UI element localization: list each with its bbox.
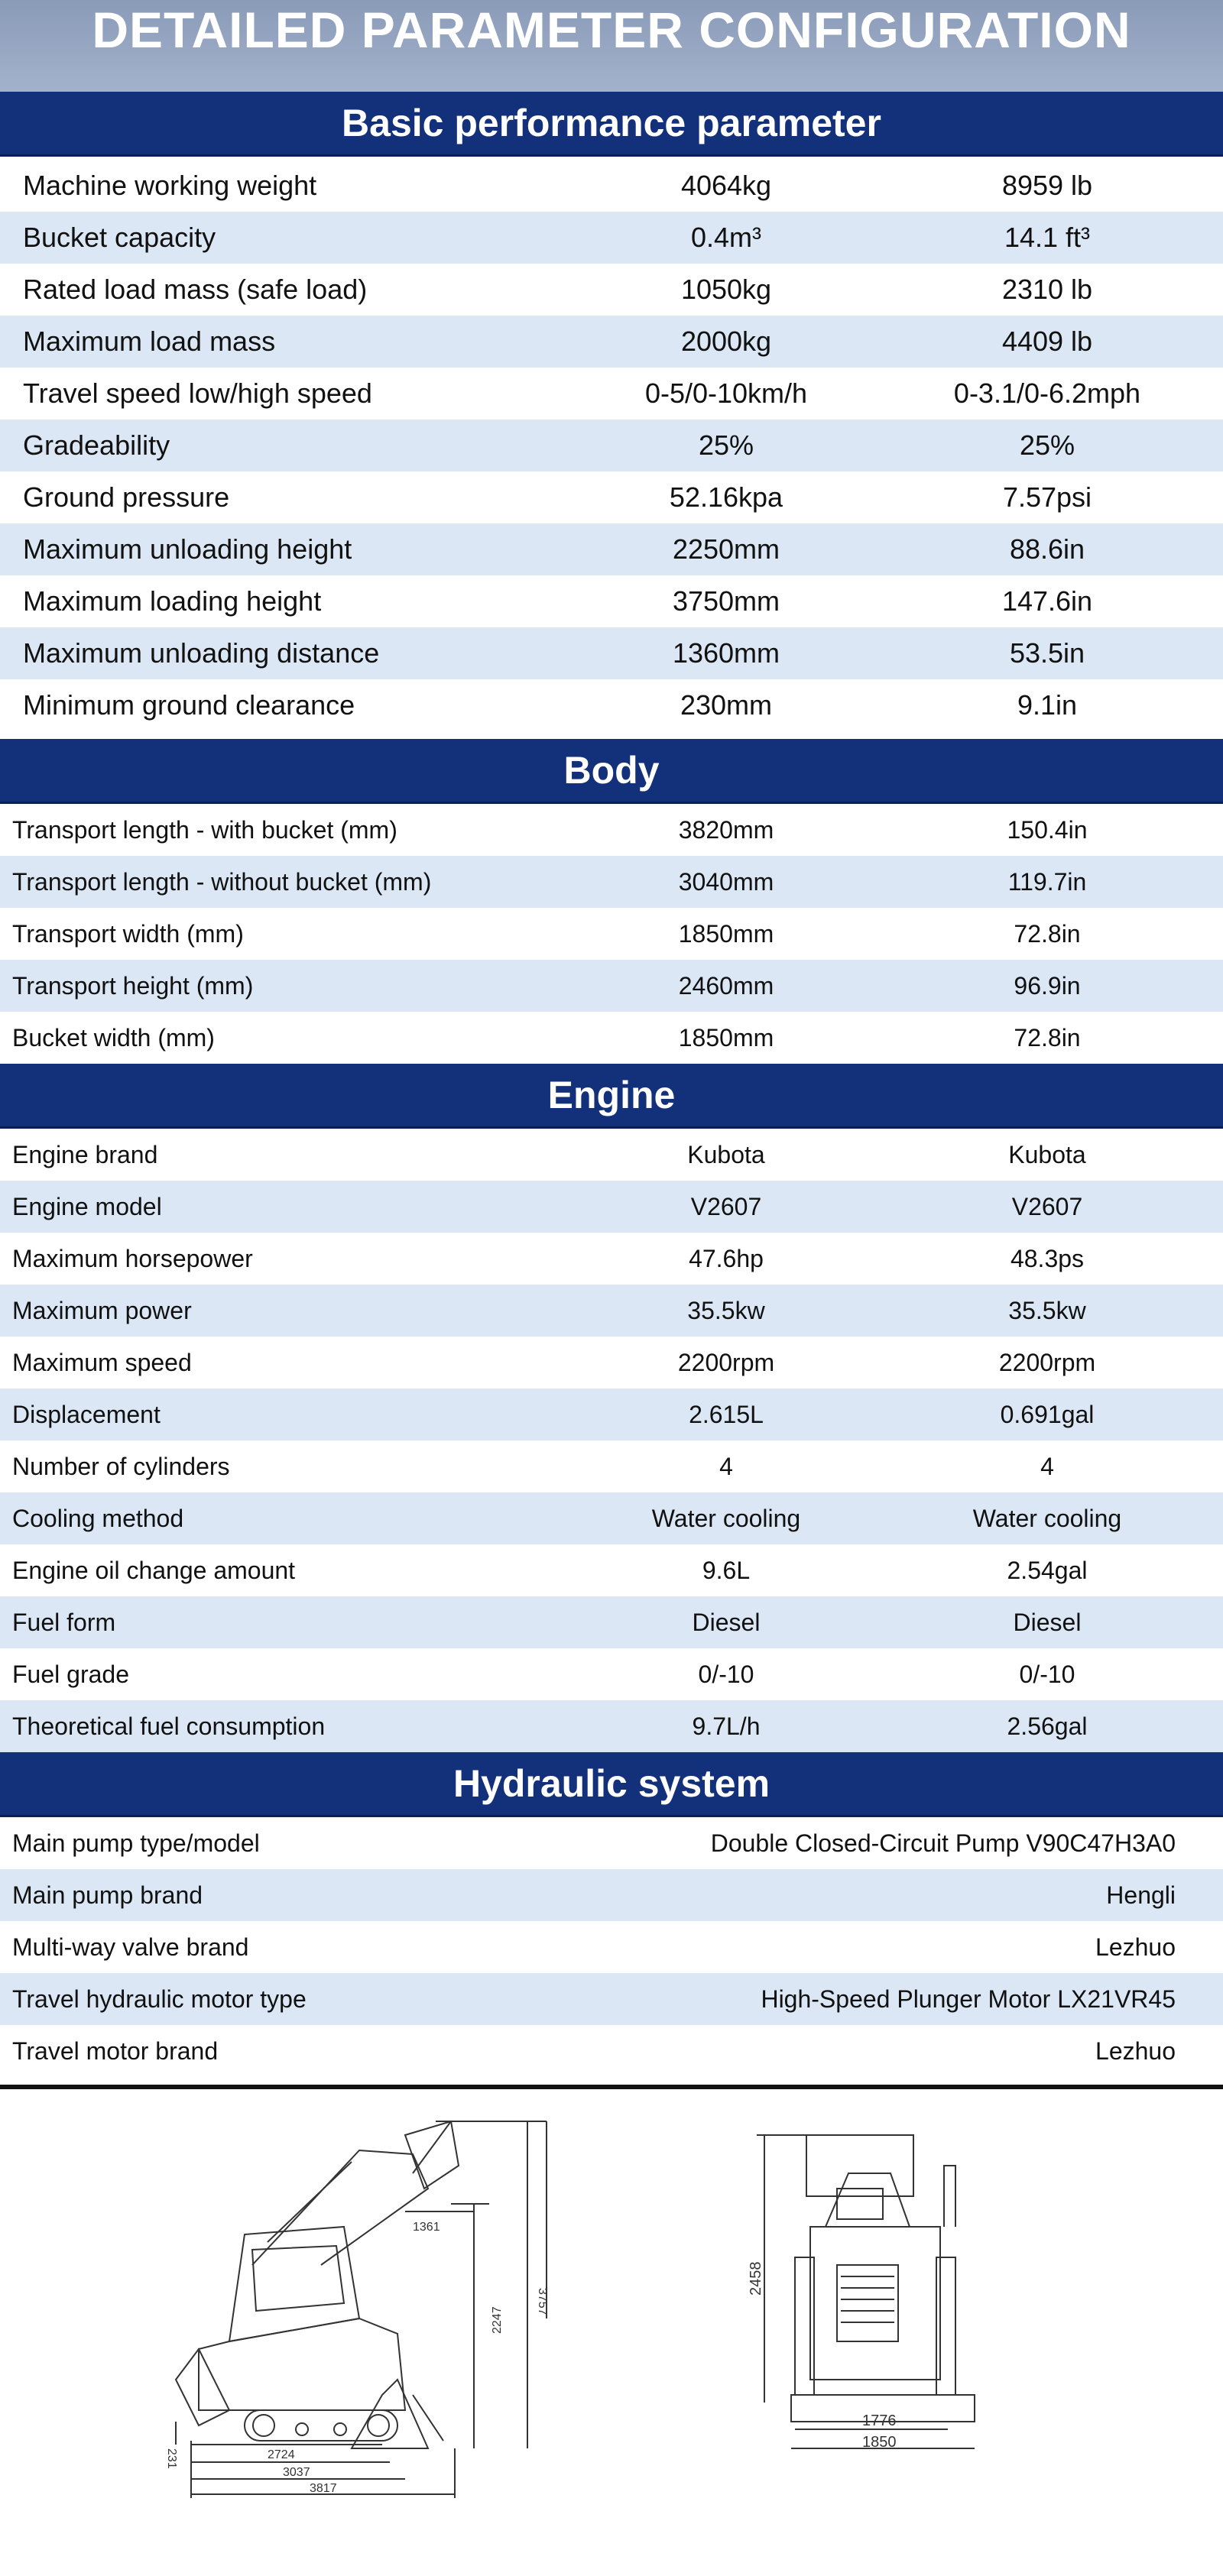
table-row xyxy=(0,804,1223,856)
row-imperial: 147.6in xyxy=(1001,585,1093,617)
section-title-hydraulic: Hydraulic system xyxy=(453,1762,770,1805)
table-row xyxy=(0,264,1223,316)
row-label: Machine working weight xyxy=(23,170,317,201)
row-imperial: Kubota xyxy=(1008,1140,1086,1168)
table-row xyxy=(0,1544,1223,1596)
table-row xyxy=(0,1388,1223,1440)
table-row xyxy=(0,1440,1223,1492)
table-row xyxy=(0,1973,1223,2025)
row-label: Maximum power xyxy=(12,1296,192,1324)
table-row xyxy=(0,471,1223,523)
side-view-labels xyxy=(165,2221,549,2495)
table-row xyxy=(0,575,1223,627)
row-imperial: 4 xyxy=(1040,1452,1054,1480)
drawings-svg xyxy=(0,2089,1223,2510)
dim-1361: 1361 xyxy=(413,2221,440,2234)
basic-table xyxy=(0,160,1223,731)
table-row xyxy=(0,212,1223,264)
row-imperial: V2607 xyxy=(1011,1192,1083,1220)
dim-3817: 3817 xyxy=(310,2482,337,2495)
row-label: Maximum load mass xyxy=(23,326,276,357)
row-label: Fuel form xyxy=(12,1608,116,1636)
row-label: Main pump brand xyxy=(12,1881,203,1909)
row-imperial: 14.1 ft³ xyxy=(1004,222,1091,253)
row-label: Rated load mass (safe load) xyxy=(23,274,368,305)
row-label: Maximum unloading distance xyxy=(23,637,380,669)
row-label: Maximum horsepower xyxy=(12,1244,253,1272)
row-imperial: 88.6in xyxy=(1009,533,1085,565)
table-row xyxy=(0,1285,1223,1337)
row-imperial: 35.5kw xyxy=(1008,1296,1086,1324)
row-label: Travel hydraulic motor type xyxy=(12,1985,307,2013)
row-metric: 2200rpm xyxy=(677,1348,775,1376)
row-label: Gradeability xyxy=(23,429,170,461)
row-label: Displacement xyxy=(12,1400,161,1428)
hydraulic-table xyxy=(0,1817,1223,2077)
row-imperial: 2.56gal xyxy=(1007,1712,1088,1740)
dim-2247: 2247 xyxy=(491,2306,504,2334)
row-imperial: 119.7in xyxy=(1007,867,1087,896)
table-row xyxy=(0,856,1223,908)
row-value: Lezhuo xyxy=(1095,2036,1176,2065)
table-row xyxy=(0,1181,1223,1233)
row-label: Transport width (mm) xyxy=(12,919,244,948)
table-row xyxy=(0,1129,1223,1181)
row-imperial: 4409 lb xyxy=(1001,326,1093,357)
row-label: Ground pressure xyxy=(23,481,230,513)
table-row xyxy=(0,1233,1223,1285)
row-label: Transport length - without bucket (mm) xyxy=(12,867,432,896)
row-metric: 0.4m³ xyxy=(690,222,762,253)
row-metric: 35.5kw xyxy=(687,1296,765,1324)
row-imperial: Water cooling xyxy=(972,1504,1122,1532)
row-imperial: 72.8in xyxy=(1014,1023,1081,1051)
section-header-engine xyxy=(0,1064,1223,1129)
row-metric: 3820mm xyxy=(678,815,774,844)
section-title-basic: Basic performance parameter xyxy=(342,102,881,144)
row-imperial: 2200rpm xyxy=(998,1348,1096,1376)
row-metric: 1850mm xyxy=(678,919,774,948)
row-metric: 0/-10 xyxy=(698,1660,754,1688)
row-imperial: 9.1in xyxy=(1017,689,1078,721)
row-label: Bucket capacity xyxy=(23,222,216,253)
row-imperial: 8959 lb xyxy=(1001,170,1093,201)
row-label: Engine model xyxy=(12,1192,162,1220)
row-label: Transport height (mm) xyxy=(12,971,254,1000)
row-metric: 2.615L xyxy=(689,1400,764,1428)
row-label: Travel speed low/high speed xyxy=(23,377,372,409)
row-imperial: 2.54gal xyxy=(1007,1556,1088,1584)
row-label: Engine brand xyxy=(12,1140,158,1168)
table-row xyxy=(0,523,1223,575)
table-row xyxy=(0,679,1223,731)
row-metric: 1850mm xyxy=(678,1023,774,1051)
row-metric: Kubota xyxy=(687,1140,765,1168)
row-imperial: 48.3ps xyxy=(1010,1244,1085,1272)
row-metric: Diesel xyxy=(692,1608,761,1636)
row-imperial: 0-3.1/0-6.2mph xyxy=(953,377,1141,409)
page-title: DETAILED PARAMETER CONFIGURATION xyxy=(92,2,1131,58)
row-label: Engine oil change amount xyxy=(12,1556,296,1584)
row-metric: 2000kg xyxy=(680,326,772,357)
table-row xyxy=(0,627,1223,679)
row-imperial: 72.8in xyxy=(1014,919,1081,948)
table-row xyxy=(0,1596,1223,1648)
row-metric: Water cooling xyxy=(651,1504,801,1532)
row-value: High-Speed Plunger Motor LX21VR45 xyxy=(761,1985,1176,2013)
row-value: Lezhuo xyxy=(1095,1933,1176,1961)
table-row xyxy=(0,1921,1223,1973)
table-row xyxy=(0,420,1223,471)
row-metric: 1360mm xyxy=(672,637,780,669)
row-imperial: 25% xyxy=(1019,429,1075,461)
section-header-body xyxy=(0,739,1223,804)
row-label: Minimum ground clearance xyxy=(23,689,355,721)
row-metric: 3750mm xyxy=(672,585,780,617)
table-row xyxy=(0,1817,1223,1869)
row-label: Bucket width (mm) xyxy=(12,1023,215,1051)
section-header-basic xyxy=(0,92,1223,157)
row-metric: 25% xyxy=(698,429,754,461)
engine-table xyxy=(0,1129,1223,1752)
row-label: Main pump type/model xyxy=(12,1829,260,1857)
dim-3757: 3757 xyxy=(536,2288,549,2315)
row-imperial: 7.57psi xyxy=(1002,481,1092,513)
page-title-banner xyxy=(0,0,1223,92)
row-metric: 9.6L xyxy=(702,1556,751,1584)
table-row xyxy=(0,368,1223,420)
row-imperial: 53.5in xyxy=(1009,637,1085,669)
row-metric: 0-5/0-10km/h xyxy=(644,377,808,409)
row-metric: 230mm xyxy=(680,689,773,721)
row-metric: 2460mm xyxy=(678,971,774,1000)
dim-3037: 3037 xyxy=(283,2466,310,2479)
row-metric: 52.16kpa xyxy=(669,481,783,513)
row-label: Multi-way valve brand xyxy=(12,1933,249,1961)
row-label: Theoretical fuel consumption xyxy=(12,1712,326,1740)
row-imperial: 0.691gal xyxy=(1000,1400,1095,1428)
section-header-hydraulic xyxy=(0,1752,1223,1817)
row-metric: 2250mm xyxy=(672,533,780,565)
table-row xyxy=(0,908,1223,960)
table-row xyxy=(0,316,1223,368)
row-label: Maximum unloading height xyxy=(23,533,352,565)
row-imperial: 96.9in xyxy=(1014,971,1081,1000)
row-metric: 3040mm xyxy=(678,867,774,896)
body-table xyxy=(0,804,1223,1064)
row-imperial: Diesel xyxy=(1013,1608,1082,1636)
section-title-engine: Engine xyxy=(547,1074,676,1116)
row-metric: V2607 xyxy=(690,1192,762,1220)
row-metric: 4 xyxy=(719,1452,733,1480)
row-imperial: 0/-10 xyxy=(1019,1660,1075,1688)
row-label: Cooling method xyxy=(12,1504,184,1532)
row-metric: 9.7L/h xyxy=(692,1712,761,1740)
dim-1776: 1776 xyxy=(862,2412,897,2429)
dim-1850: 1850 xyxy=(862,2434,897,2451)
table-row xyxy=(0,2025,1223,2077)
dimension-drawings xyxy=(0,2089,1223,2510)
row-metric: 47.6hp xyxy=(689,1244,764,1272)
row-label: Transport length - with bucket (mm) xyxy=(12,815,397,844)
table-row xyxy=(0,960,1223,1012)
row-metric: 4064kg xyxy=(680,170,772,201)
row-value: Hengli xyxy=(1106,1881,1176,1909)
table-row xyxy=(0,1492,1223,1544)
table-row xyxy=(0,1012,1223,1064)
dim-2458: 2458 xyxy=(748,2261,764,2296)
dim-231: 231 xyxy=(165,2448,178,2469)
row-imperial: 2310 lb xyxy=(1001,274,1093,305)
table-row xyxy=(0,1869,1223,1921)
front-view-drawing xyxy=(757,2135,975,2448)
row-label: Number of cylinders xyxy=(12,1452,230,1480)
row-label: Maximum speed xyxy=(12,1348,192,1376)
row-value: Double Closed-Circuit Pump V90C47H3A0 xyxy=(710,1829,1176,1857)
row-label: Fuel grade xyxy=(12,1660,129,1688)
section-title-body: Body xyxy=(563,749,660,792)
dim-2724: 2724 xyxy=(268,2448,295,2461)
table-row xyxy=(0,1337,1223,1388)
table-row xyxy=(0,1700,1223,1752)
table-row xyxy=(0,1648,1223,1700)
row-label: Travel motor brand xyxy=(12,2036,219,2065)
row-label: Maximum loading height xyxy=(23,585,322,617)
row-metric: 1050kg xyxy=(680,274,772,305)
table-row xyxy=(0,160,1223,212)
row-imperial: 150.4in xyxy=(1007,815,1088,844)
